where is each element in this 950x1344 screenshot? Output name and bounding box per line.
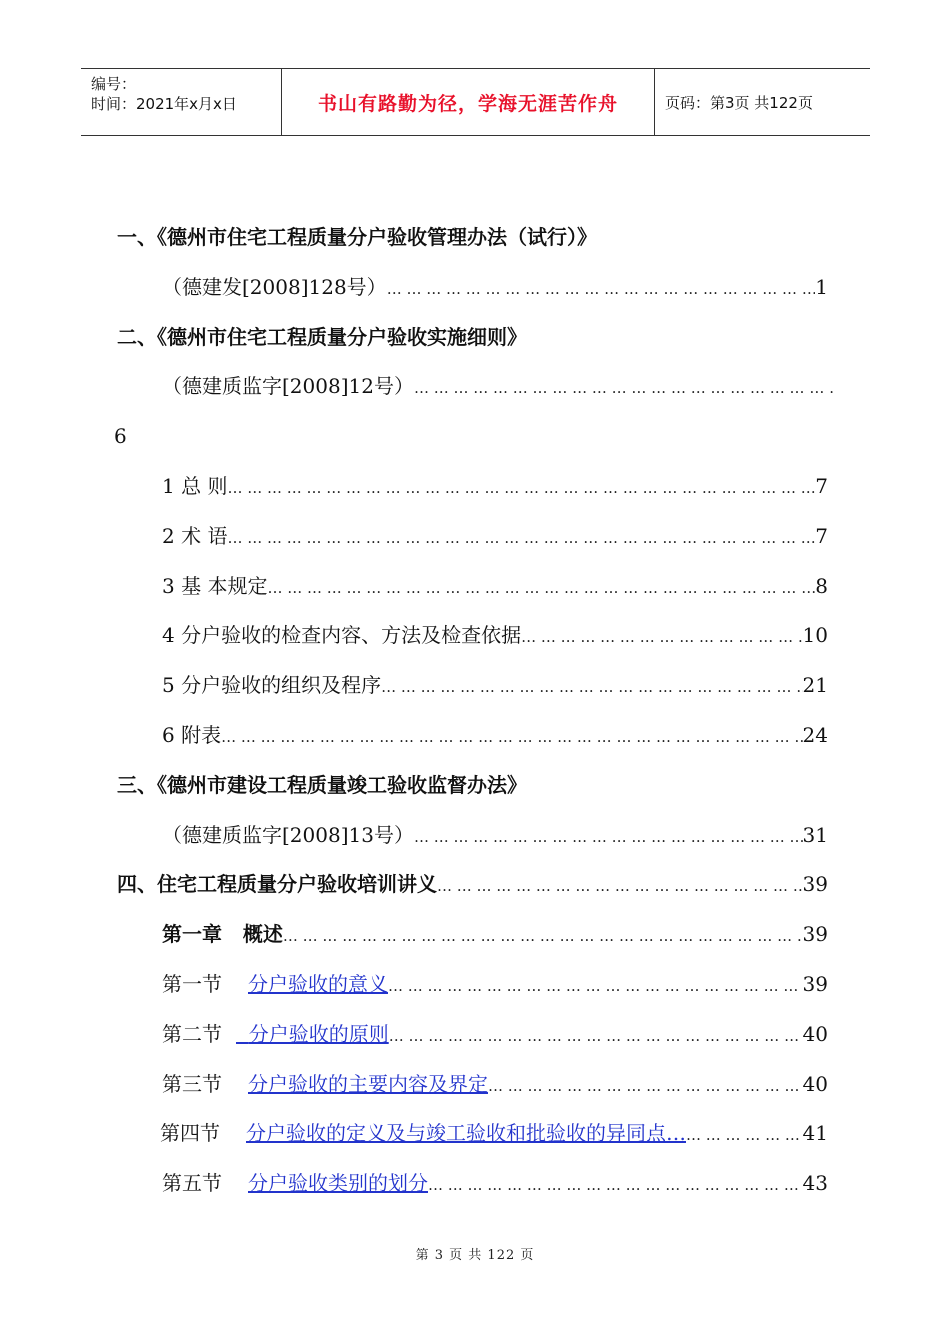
toc-chapter-1[interactable] — [162, 919, 828, 949]
toc-page: 43 — [802, 1171, 828, 1195]
toc-leader — [389, 1019, 803, 1051]
toc-page: 7 — [815, 474, 828, 498]
toc-leader — [414, 820, 803, 852]
toc-item[interactable] — [162, 521, 828, 551]
toc-leader — [388, 969, 803, 1001]
page-info: 页码：第3页 共122页 — [665, 93, 813, 112]
toc-label: 5 分户验收的组织及程序 — [162, 673, 382, 697]
toc-label: （德建质监字[2008]13号） — [162, 823, 414, 847]
toc-label: 四、住宅工程质量分户验收培训讲义 — [117, 872, 437, 896]
toc-section-num: 第一节 — [162, 972, 222, 996]
toc-leader — [227, 471, 815, 503]
toc-section-link[interactable] — [162, 1069, 828, 1099]
toc-section-title-link[interactable]: 分户验收类别的划分 — [248, 1171, 428, 1195]
toc-page: 39 — [802, 972, 828, 996]
toc-page: 40 — [802, 1022, 828, 1046]
toc-page: 8 — [815, 574, 828, 598]
toc-leader — [267, 571, 815, 603]
toc-section-2-sub[interactable] — [162, 371, 834, 401]
toc-page: 7 — [815, 524, 828, 548]
toc-leader — [381, 670, 802, 702]
toc-page: 39 — [802, 872, 828, 896]
toc-section-link[interactable] — [162, 1168, 828, 1198]
toc-item[interactable] — [162, 720, 828, 750]
toc-section-2-sub-page: 6 — [114, 424, 127, 448]
toc-leader — [414, 371, 834, 403]
toc-section-2-title: 二、《德州市住宅工程质量分户验收实施细则》 — [117, 325, 527, 349]
toc-section-3-title: 三、《德州市建设工程质量竣工验收监督办法》 — [117, 773, 527, 797]
header-motto-cell — [281, 69, 655, 135]
number-label: 编号： — [91, 75, 137, 93]
toc-page: 31 — [802, 823, 828, 847]
toc-section-link[interactable] — [162, 969, 828, 999]
toc-section-title-link[interactable]: 分户验收的主要内容及界定 — [248, 1072, 488, 1096]
toc-page: 40 — [802, 1072, 828, 1096]
toc-leader — [283, 919, 803, 951]
toc-section-title-link[interactable]: 分户验收的定义及与竣工验收和批验收的异同点… — [246, 1121, 686, 1145]
toc-leader — [387, 272, 816, 304]
toc-section-num: 第五节 — [162, 1171, 222, 1195]
toc-section-3-sub[interactable] — [162, 820, 828, 850]
toc-label: 3 基 本规定 — [162, 574, 268, 598]
toc-section-link[interactable] — [160, 1118, 828, 1148]
header-meta — [81, 69, 281, 135]
toc-leader — [437, 869, 803, 901]
toc-leader — [221, 720, 802, 752]
toc-item[interactable] — [162, 471, 828, 501]
toc-leader — [521, 620, 802, 652]
toc-section-1-title: 一、《德州市住宅工程质量分户验收管理办法（试行）》 — [117, 225, 597, 249]
toc-page: 21 — [802, 673, 828, 697]
toc-leader — [227, 521, 815, 553]
toc-page: 1 — [815, 275, 828, 299]
toc-page: 10 — [802, 623, 828, 647]
toc-section-title-link[interactable]: 分户验收的意义 — [248, 972, 388, 996]
toc-section-num: 第三节 — [162, 1072, 222, 1096]
toc-label: 第一章 概述 — [162, 922, 283, 946]
document-header — [81, 68, 870, 136]
toc-section-num: 第二节 — [162, 1022, 222, 1046]
toc-leader — [428, 1168, 803, 1200]
toc-label: （德建发[2008]128号） — [162, 275, 387, 299]
toc-section-4[interactable] — [117, 869, 828, 899]
page-footer: 第 3 页 共 122 页 — [415, 1248, 535, 1263]
time-label: 时间：2021年x月x日 — [91, 95, 237, 113]
toc-item[interactable] — [162, 670, 828, 700]
toc-section-link[interactable] — [162, 1019, 828, 1049]
toc-page: 41 — [802, 1121, 828, 1145]
toc-label: 4 分户验收的检查内容、方法及检查依据 — [162, 623, 522, 647]
toc-label: 6 附表 — [162, 723, 222, 747]
toc-leader — [488, 1069, 803, 1101]
toc-section-num: 第四节 — [160, 1121, 220, 1145]
toc-section-1-sub[interactable] — [162, 272, 828, 302]
toc-item[interactable] — [162, 620, 828, 650]
toc-label: 2 术 语 — [162, 524, 228, 548]
toc-label: 1 总 则 — [162, 474, 228, 498]
motto: 书山有路勤为径，学海无涯苦作舟 — [317, 92, 618, 115]
toc-leader — [686, 1118, 803, 1150]
toc-page: 39 — [802, 922, 828, 946]
toc-page: 24 — [802, 723, 828, 747]
toc-section-title-link[interactable]: 分户验收的原则 — [248, 1022, 389, 1046]
toc-label: （德建质监字[2008]12号） — [162, 374, 414, 398]
toc-item[interactable] — [162, 571, 828, 601]
